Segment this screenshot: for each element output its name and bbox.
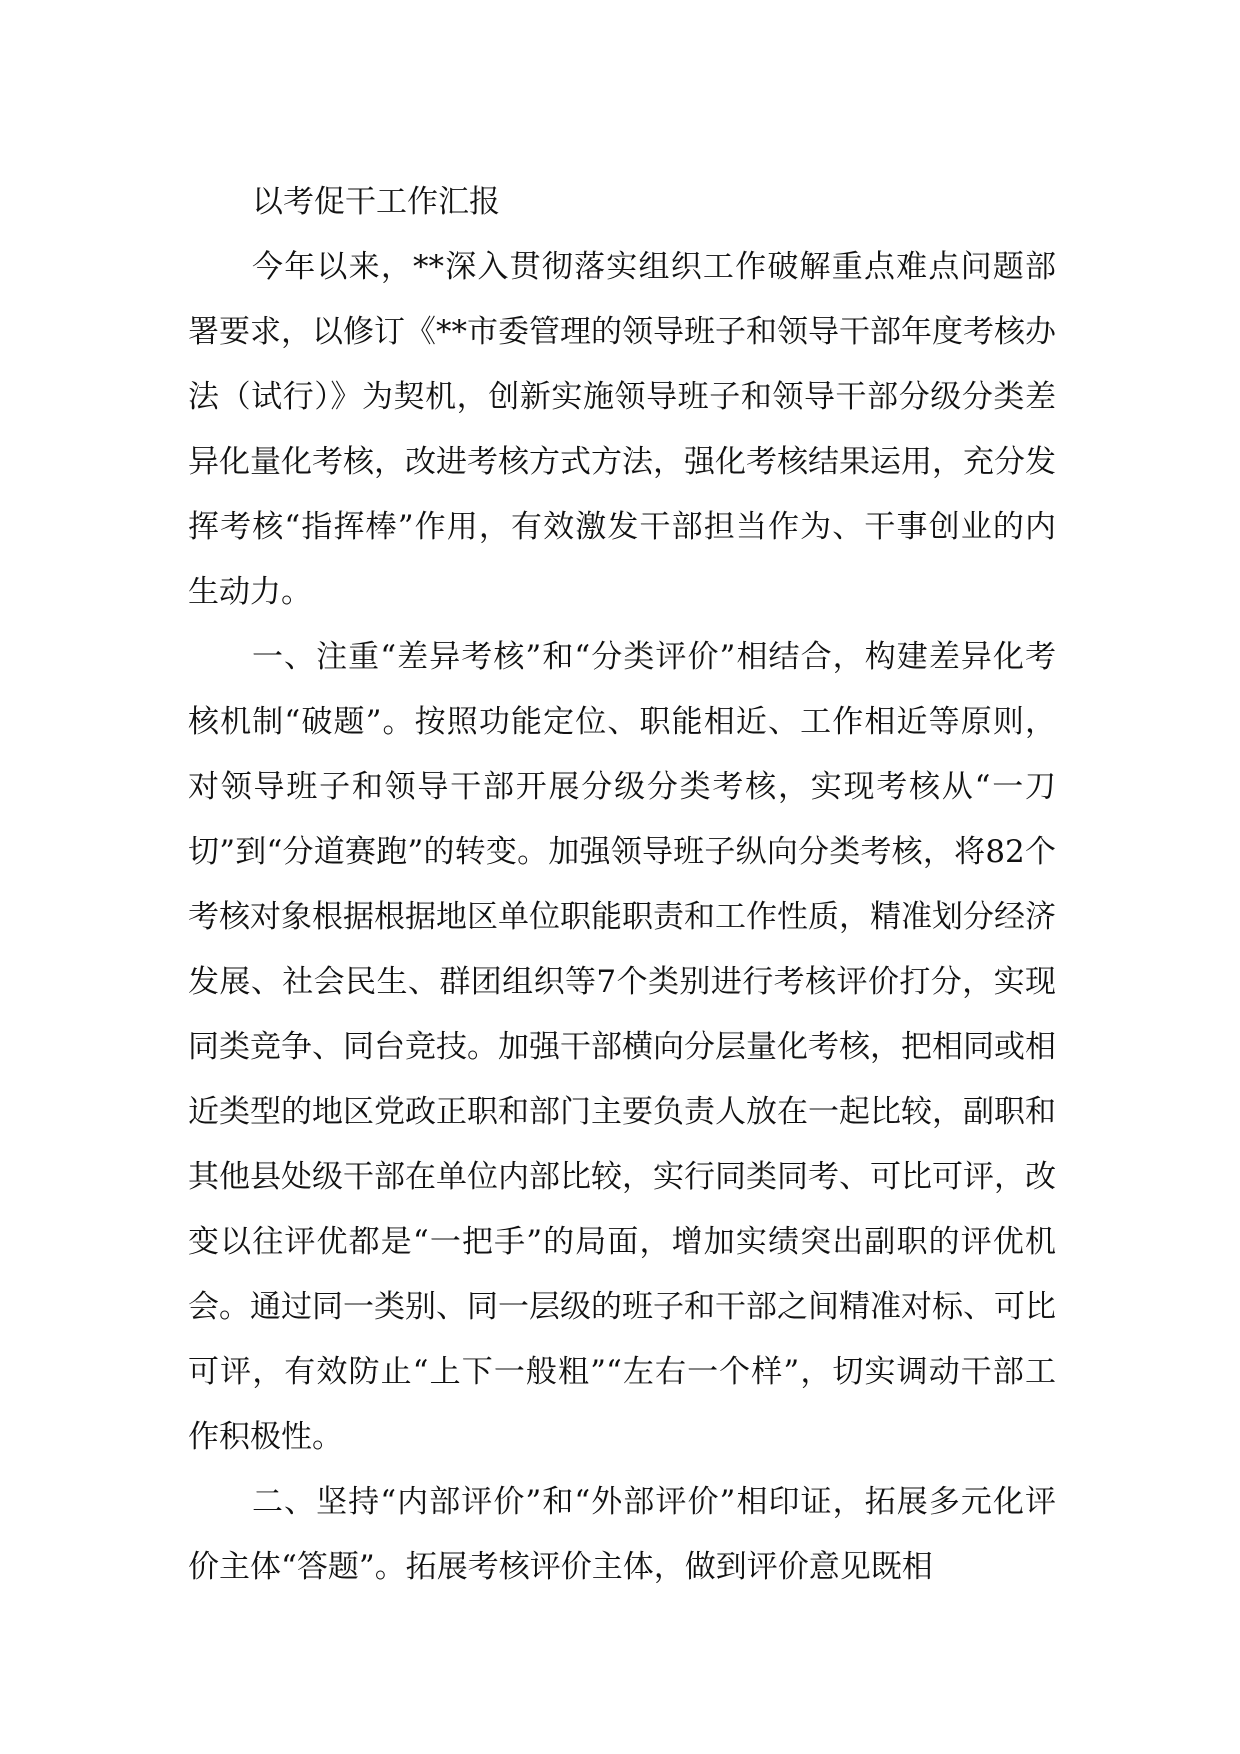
paragraph-section-two: 二、坚持“内部评价”和“外部评价”相印证，拓展多元化评价主体“答题”。拓展考核评价主体，做到评价意见既相 (188, 1484, 1056, 1585)
document-title: 以考促干工作汇报 (252, 184, 500, 220)
document-page (188, 170, 1056, 1600)
paragraph-intro: 今年以来，**深入贯彻落实组织工作破解重点难点问题部署要求，以修订《**市委管理的领导班子和领导干部年度考核办法（试行）》为契机，创新实施领导班子和领导干部分级分类差异化量化考核，改进考核方式方法，强化考核结果运用，充分发挥考核“指挥棒”作用，有效激发干部担当作为、干事创业的内生动力。 (188, 249, 1056, 610)
paragraph-section-one: 一、注重“差异考核”和“分类评价”相结合，构建差异化考核机制“破题”。按照功能定位、职能相近、工作相近等原则，对领导班子和领导干部开展分级分类考核，实现考核从“一刀切”到“分道赛跑”的转变。加强领导班子纵向分类考核，将82个考核对象根据根据地区单位职能职责和工作性质，精准划分经济发展、社会民生、群团组织等7个类别进行考核评价打分，实现同类竞争、同台竞技。加强干部横向分层量化考核，把相同或相近类型的地区党政正职和部门主要负责人放在一起比较，副职和其他县处级干部在单位内部比较，实行同类同考、可比可评，改变以往评优都是“一把手”的局面，增加实绩突出副职的评优机会。通过同一类别、同一层级的班子和干部之间精准对标、可比可评，有效防止“上下一般粗”“左右一个样”，切实调动干部工作积极性。 (188, 639, 1056, 1455)
